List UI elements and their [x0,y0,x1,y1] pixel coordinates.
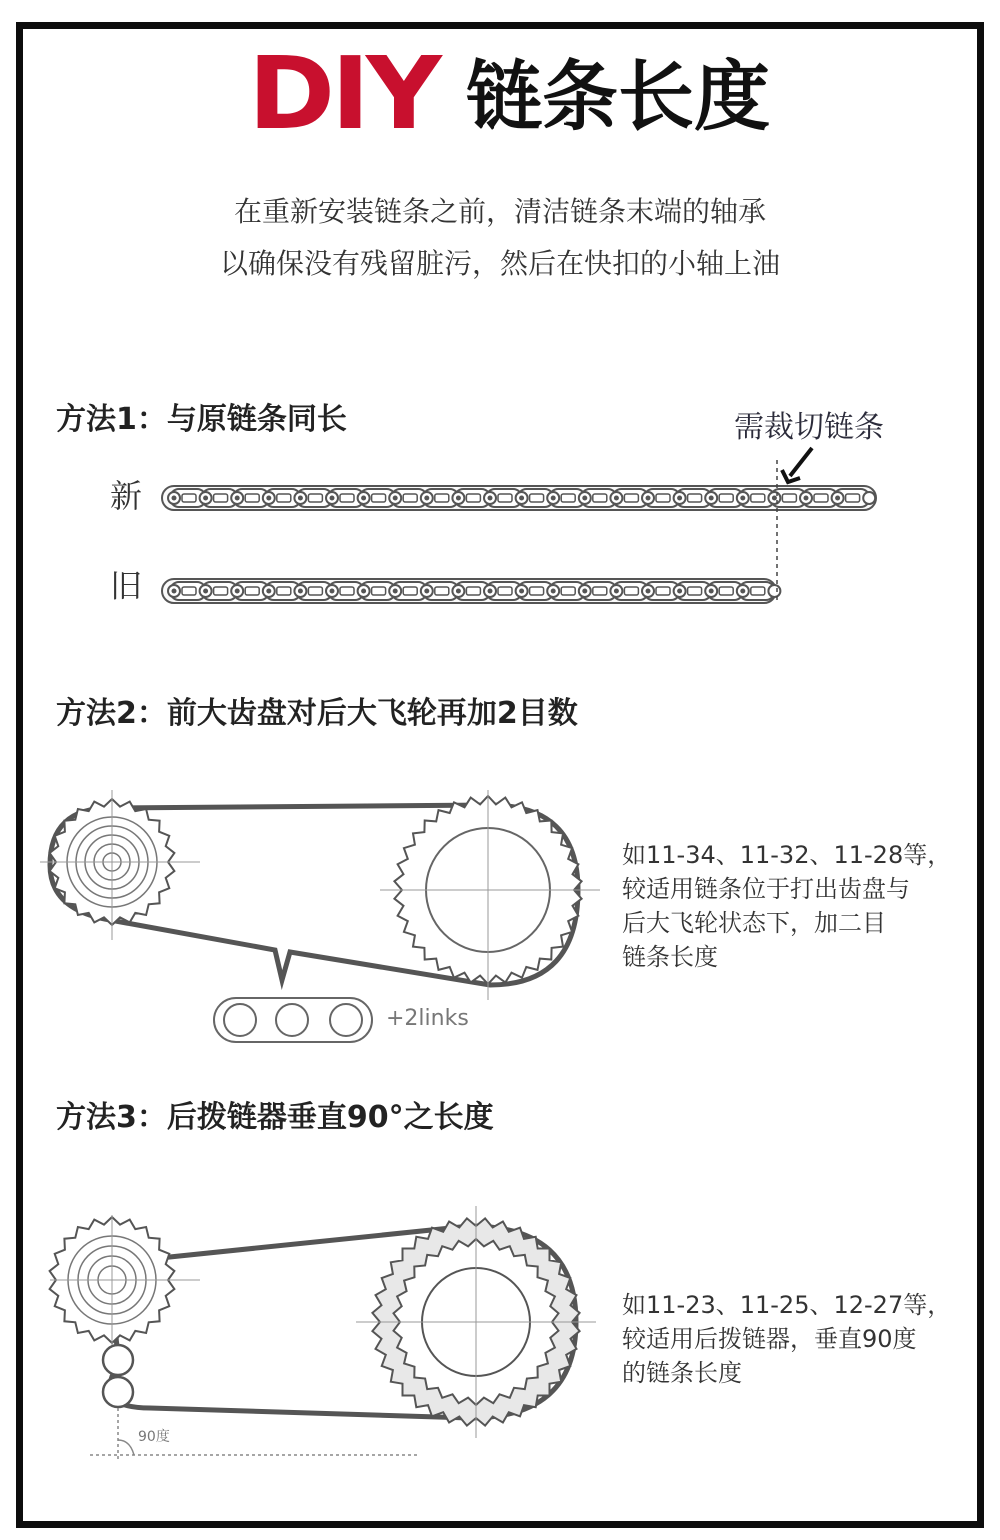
method2-note-line: 后大飞轮状态下，加二目 [622,909,886,937]
method2-note-line: 链条长度 [622,943,718,971]
method3-note-line: 如11-23、11-25、12-27等， [622,1291,952,1319]
method3-note-line: 较适用后拨链器，垂直90度 [622,1325,917,1353]
method2-note [622,838,951,974]
intro-line-1: 在重新安装链条之前，清洁链条末端的轴承 [233,195,766,228]
page-title: 链条长度 [466,52,770,141]
plus-two-links-label: +2links [386,1006,469,1031]
old-chain-label: 旧 [110,567,143,605]
method2-diagram [40,790,600,1042]
method1-heading: 方法1：与原链条同长 [56,402,347,437]
method2-note-line: 较适用链条位于打出齿盘与 [622,875,910,903]
ninety-degree-label: 90度 [138,1429,170,1445]
method3-diagram [50,1206,596,1460]
method2-note-line: 如11-34、11-32、11-28等， [622,841,952,869]
cut-chain-label: 需裁切链条 [734,410,884,445]
method3-note-line: 的链条长度 [622,1359,742,1387]
cut-arrow-icon [790,448,812,476]
new-chain [162,486,876,510]
new-chain-label: 新 [110,477,143,515]
method3-note [622,1288,951,1390]
old-chain [162,579,780,603]
intro-line-2: 以确保没有残留脏污，然后在快扣的小轴上油 [219,247,780,280]
method3-heading: 方法3：后拨链器垂直90°之长度 [56,1100,494,1135]
method2-heading: 方法2：前大齿盘对后大飞轮再加2目数 [56,696,578,731]
two-links-icon [214,998,372,1042]
title-diy: DIY [248,35,438,152]
